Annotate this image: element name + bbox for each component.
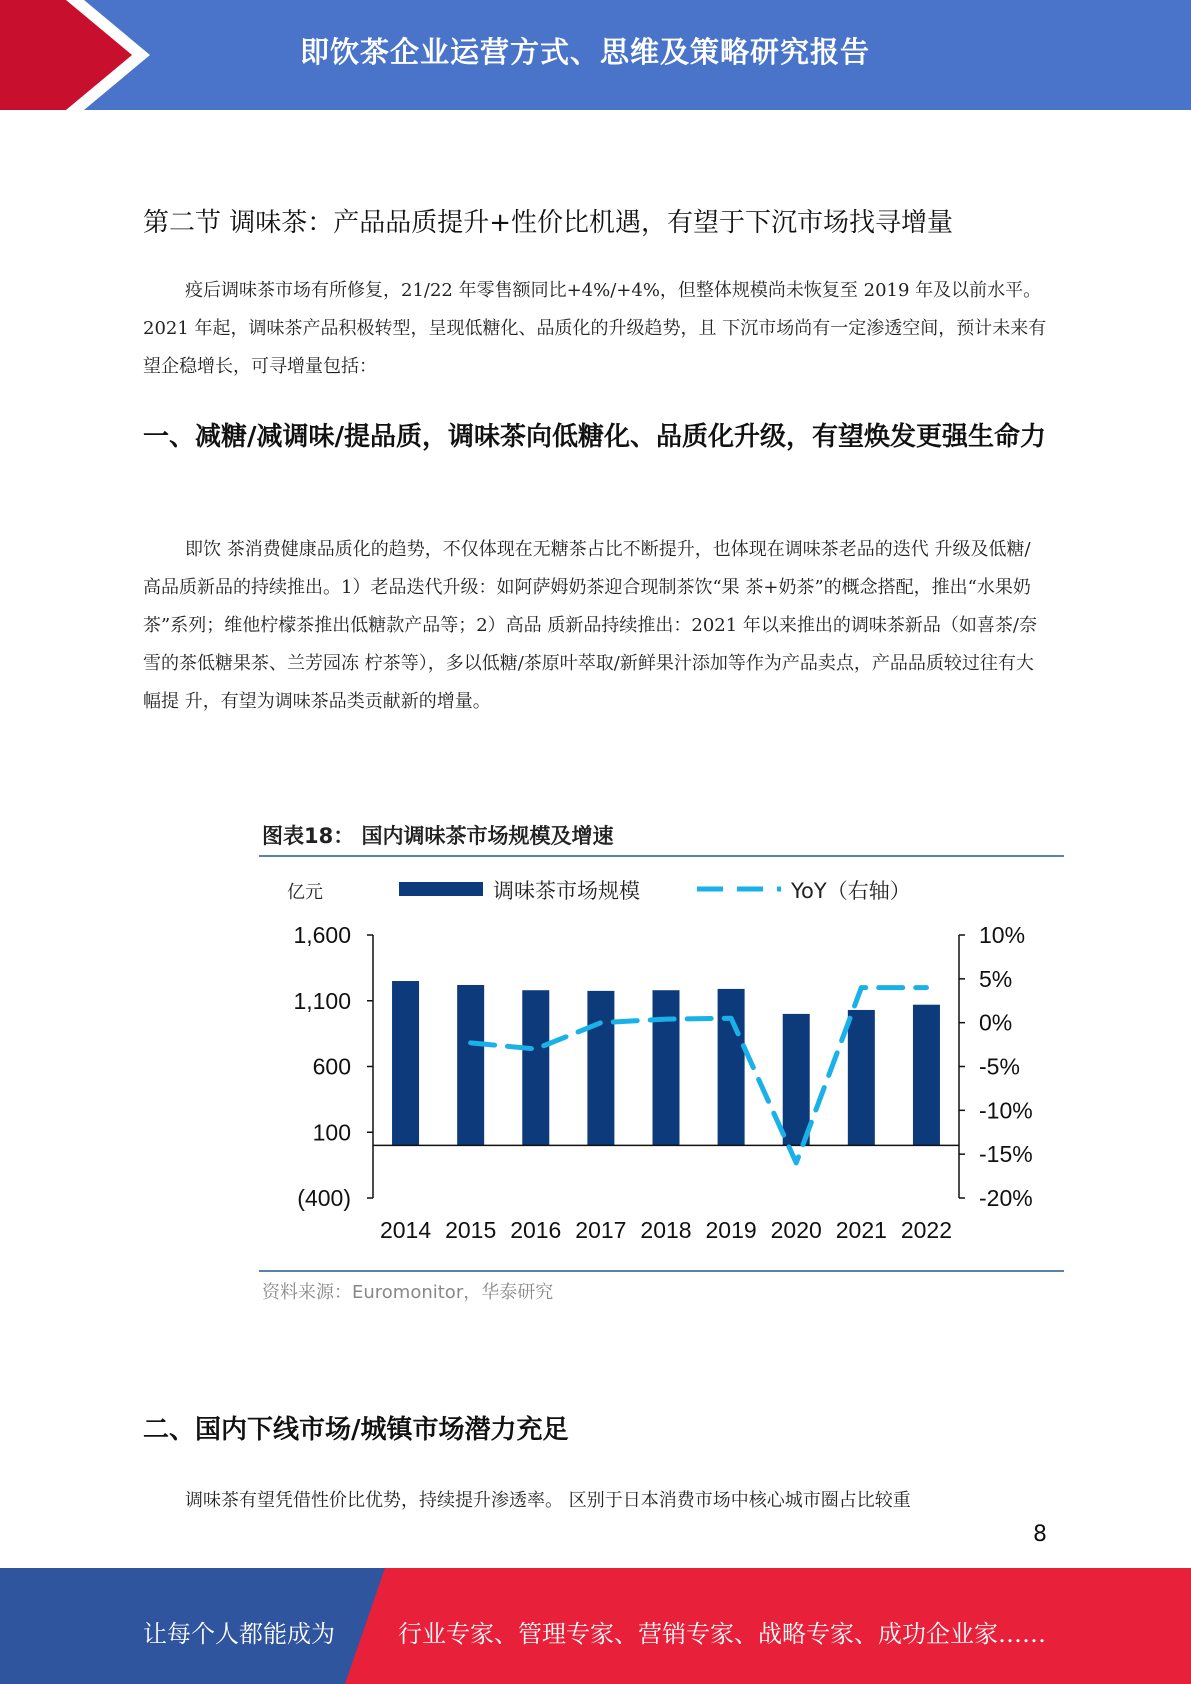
subsection-2-heading: 二、国内下线市场/城镇市场潜力充足 [143,1415,569,1445]
figure-bottom-rule [259,1270,1064,1272]
page-number: 8 [1033,1522,1047,1547]
x-axis-label: 2021 [835,1217,887,1243]
left-axis-tick-label: 600 [312,1053,351,1080]
intro-paragraph: 疫后调味茶市场有所修复，21/22 年零售额同比+4%/+4%，但整体规模尚未恢复至 2019 年及以前水平。2021 年起，调味茶产品积极转型，呈现低糖化、品质化的升级趋势，且 下沉市场尚有一定渗透空间，预计未来有望企稳增长，可寻增量包括： [143,280,1047,377]
bar-2019 [718,989,745,1145]
bar-2021 [848,1010,875,1145]
bar-2022 [913,1005,940,1146]
page-header [0,0,1191,110]
right-axis-tick-label: -5% [979,1053,1020,1080]
header-title: 即饮茶企业运营方式、思维及策略研究报告 [300,35,871,69]
footer-slogan-left: 让每个人都能成为 [143,1620,335,1648]
x-axis-label: 2015 [445,1217,497,1243]
left-axis-tick-label: 1,600 [293,922,351,948]
header-arrow-decoration [0,0,150,110]
left-axis-tick-label: 1,100 [293,987,351,1014]
bar-2015 [457,985,484,1145]
bar-2020 [783,1014,810,1146]
subsection-1-heading: 一、减糖/减调味/提品质，调味茶向低糖化、品质化升级，有望焕发更强生命力 [143,422,1046,452]
x-axis-label: 2014 [379,1217,432,1243]
subsection-2-body: 调味茶有望凭借性价比优势，持续提升渗透率。 区别于日本消费市场中核心城市圈占比较重 [185,1490,911,1511]
x-axis-label: 2017 [575,1217,627,1243]
bar-2014 [392,981,419,1145]
right-axis-tick-label: 0% [979,1009,1013,1036]
figure-top-rule [259,855,1064,857]
footer-slogan-right: 行业专家、管理专家、营销专家、战略专家、成功企业家…… [398,1620,1046,1648]
right-axis-tick-label: 5% [979,965,1013,992]
right-axis-tick-label: -20% [979,1185,1033,1211]
left-axis-tick-label: 100 [312,1119,351,1146]
figure-source: 资料来源：Euromonitor，华泰研究 [262,1282,554,1303]
bar-2016 [522,990,549,1145]
right-axis-tick-label: -15% [979,1141,1033,1168]
x-axis-label: 2020 [770,1217,822,1243]
x-axis-label: 2019 [705,1217,757,1243]
right-axis-tick-label: 10% [979,922,1026,948]
legend-bar-label: 调味茶市场规模 [493,879,640,903]
left-axis-unit: 亿元 [287,882,323,903]
subsection-1-body: 即饮 茶消费健康品质化的趋势，不仅体现在无糖茶占比不断提升，也体现在调味茶老品的迭代 升级及低糖/高品质新品的持续推出。1）老品迭代升级：如阿萨姆奶茶迎合现制茶饮“果 茶+奶茶”的概念搭配，推出“水果奶茶”系列；维他柠檬茶推出低糖款产品等；2）高品 质新品持续推出：2021 年以来推出的调味茶新品（如喜茶/奈雪的茶低糖果茶、兰芳园冻 柠茶等），多以低糖/茶原叶萃取/新鲜果汁添加等作为产品卖点，产品品质较过往有大幅提 升，有望为调味茶品类贡献新的增量。 [143,539,1037,712]
x-axis-label: 2018 [640,1217,692,1243]
section-title: 第二节 调味茶：产品品质提升+性价比机遇，有望于下沉市场找寻增量 [143,208,954,238]
legend-bar-swatch [399,882,483,896]
right-axis-tick-label: -10% [979,1097,1033,1124]
figure-caption: 图表18： 国内调味茶市场规模及增速 [262,824,614,848]
bar-2018 [653,990,680,1145]
x-axis-label: 2022 [900,1217,953,1243]
left-axis-tick-label: (400) [297,1185,351,1211]
x-axis-label: 2016 [510,1217,562,1243]
bar-2017 [587,991,614,1146]
legend-line-label: YoY（右轴） [791,879,911,903]
market-size-chart [259,860,1064,1270]
